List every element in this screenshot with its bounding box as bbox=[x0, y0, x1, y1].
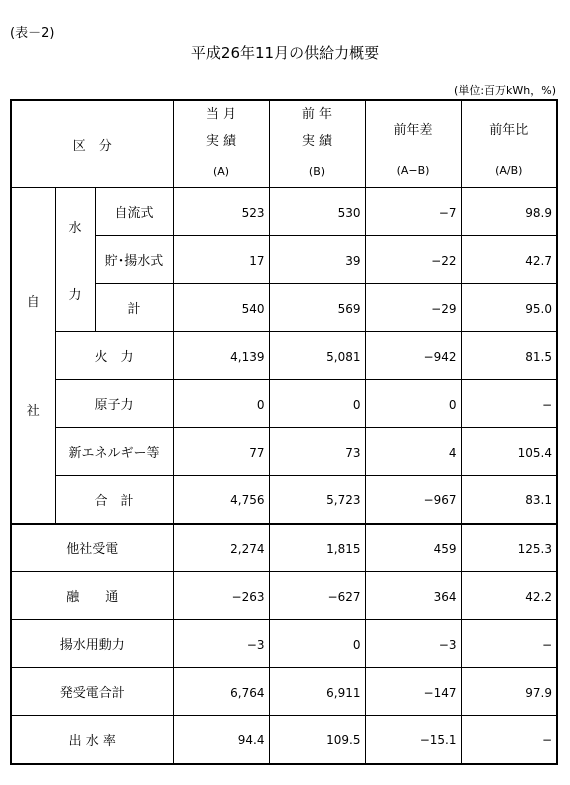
ratio-value: 98.9 bbox=[461, 188, 557, 236]
diff-value: −967 bbox=[365, 476, 461, 524]
previous-value: 109.5 bbox=[269, 716, 365, 764]
page-title: 平成26年11月の供給力概要 bbox=[190, 44, 380, 62]
current-value: 4,756 bbox=[173, 476, 269, 524]
row-label: 合 計 bbox=[55, 476, 173, 524]
diff-value: 364 bbox=[365, 572, 461, 620]
diff-value: 4 bbox=[365, 428, 461, 476]
ratio-value: − bbox=[461, 380, 557, 428]
row-label: 火 力 bbox=[55, 332, 173, 380]
diff-value: −22 bbox=[365, 236, 461, 284]
ratio-value: 83.1 bbox=[461, 476, 557, 524]
table-row bbox=[11, 188, 557, 236]
current-value: −3 bbox=[173, 620, 269, 668]
current-value: 0 bbox=[173, 380, 269, 428]
current-value: 2,274 bbox=[173, 524, 269, 572]
header-current: 当 月 実 績 (A) bbox=[173, 100, 269, 188]
header-row bbox=[11, 100, 557, 188]
table-row bbox=[11, 476, 557, 524]
table-row bbox=[11, 716, 557, 764]
diff-value: −3 bbox=[365, 620, 461, 668]
previous-value: 6,911 bbox=[269, 668, 365, 716]
ratio-value: 42.7 bbox=[461, 236, 557, 284]
table-row bbox=[11, 524, 557, 572]
row-label: 新エネルギー等 bbox=[55, 428, 173, 476]
previous-value: 5,723 bbox=[269, 476, 365, 524]
table-row bbox=[11, 668, 557, 716]
ratio-value: 105.4 bbox=[461, 428, 557, 476]
table-row bbox=[11, 620, 557, 668]
table-row bbox=[11, 572, 557, 620]
unit-note: (単位:百万kWh，%) bbox=[454, 84, 556, 97]
previous-value: 1,815 bbox=[269, 524, 365, 572]
table-row bbox=[11, 332, 557, 380]
previous-value: 530 bbox=[269, 188, 365, 236]
diff-value: −15.1 bbox=[365, 716, 461, 764]
current-value: 523 bbox=[173, 188, 269, 236]
current-value: −263 bbox=[173, 572, 269, 620]
supply-capacity-table bbox=[10, 99, 558, 765]
current-value: 77 bbox=[173, 428, 269, 476]
row-label: 原子力 bbox=[55, 380, 173, 428]
row-label: 計 bbox=[95, 284, 173, 332]
ratio-value: 42.2 bbox=[461, 572, 557, 620]
previous-value: 0 bbox=[269, 620, 365, 668]
row-label: 融 通 bbox=[11, 572, 173, 620]
current-value: 6,764 bbox=[173, 668, 269, 716]
table-row bbox=[11, 380, 557, 428]
diff-value: −942 bbox=[365, 332, 461, 380]
ratio-value: − bbox=[461, 716, 557, 764]
diff-value: −29 bbox=[365, 284, 461, 332]
current-value: 540 bbox=[173, 284, 269, 332]
previous-value: 569 bbox=[269, 284, 365, 332]
ratio-value: 81.5 bbox=[461, 332, 557, 380]
group-own-label: 自 社 bbox=[11, 188, 55, 524]
current-value: 4,139 bbox=[173, 332, 269, 380]
diff-value: −7 bbox=[365, 188, 461, 236]
table-row bbox=[11, 428, 557, 476]
header-category: 区 分 bbox=[11, 100, 173, 188]
diff-value: 459 bbox=[365, 524, 461, 572]
diff-value: 0 bbox=[365, 380, 461, 428]
ratio-value: 95.0 bbox=[461, 284, 557, 332]
row-label: 他社受電 bbox=[11, 524, 173, 572]
ratio-value: − bbox=[461, 620, 557, 668]
diff-value: −147 bbox=[365, 668, 461, 716]
current-value: 94.4 bbox=[173, 716, 269, 764]
ratio-value: 125.3 bbox=[461, 524, 557, 572]
current-value: 17 bbox=[173, 236, 269, 284]
row-label: 発受電合計 bbox=[11, 668, 173, 716]
header-ratio: 前年比 (A/B) bbox=[461, 100, 557, 188]
row-label: 揚水用動力 bbox=[11, 620, 173, 668]
previous-value: 5,081 bbox=[269, 332, 365, 380]
ratio-value: 97.9 bbox=[461, 668, 557, 716]
header-previous: 前 年 実 績 (B) bbox=[269, 100, 365, 188]
header-diff: 前年差 (A−B) bbox=[365, 100, 461, 188]
group-hydro-label: 水 力 bbox=[55, 188, 95, 332]
table-number: (表－2) bbox=[10, 26, 55, 41]
row-label: 自流式 bbox=[95, 188, 173, 236]
previous-value: 0 bbox=[269, 380, 365, 428]
row-label: 出 水 率 bbox=[11, 716, 173, 764]
row-label: 貯･揚水式 bbox=[95, 236, 173, 284]
previous-value: 39 bbox=[269, 236, 365, 284]
previous-value: 73 bbox=[269, 428, 365, 476]
previous-value: −627 bbox=[269, 572, 365, 620]
